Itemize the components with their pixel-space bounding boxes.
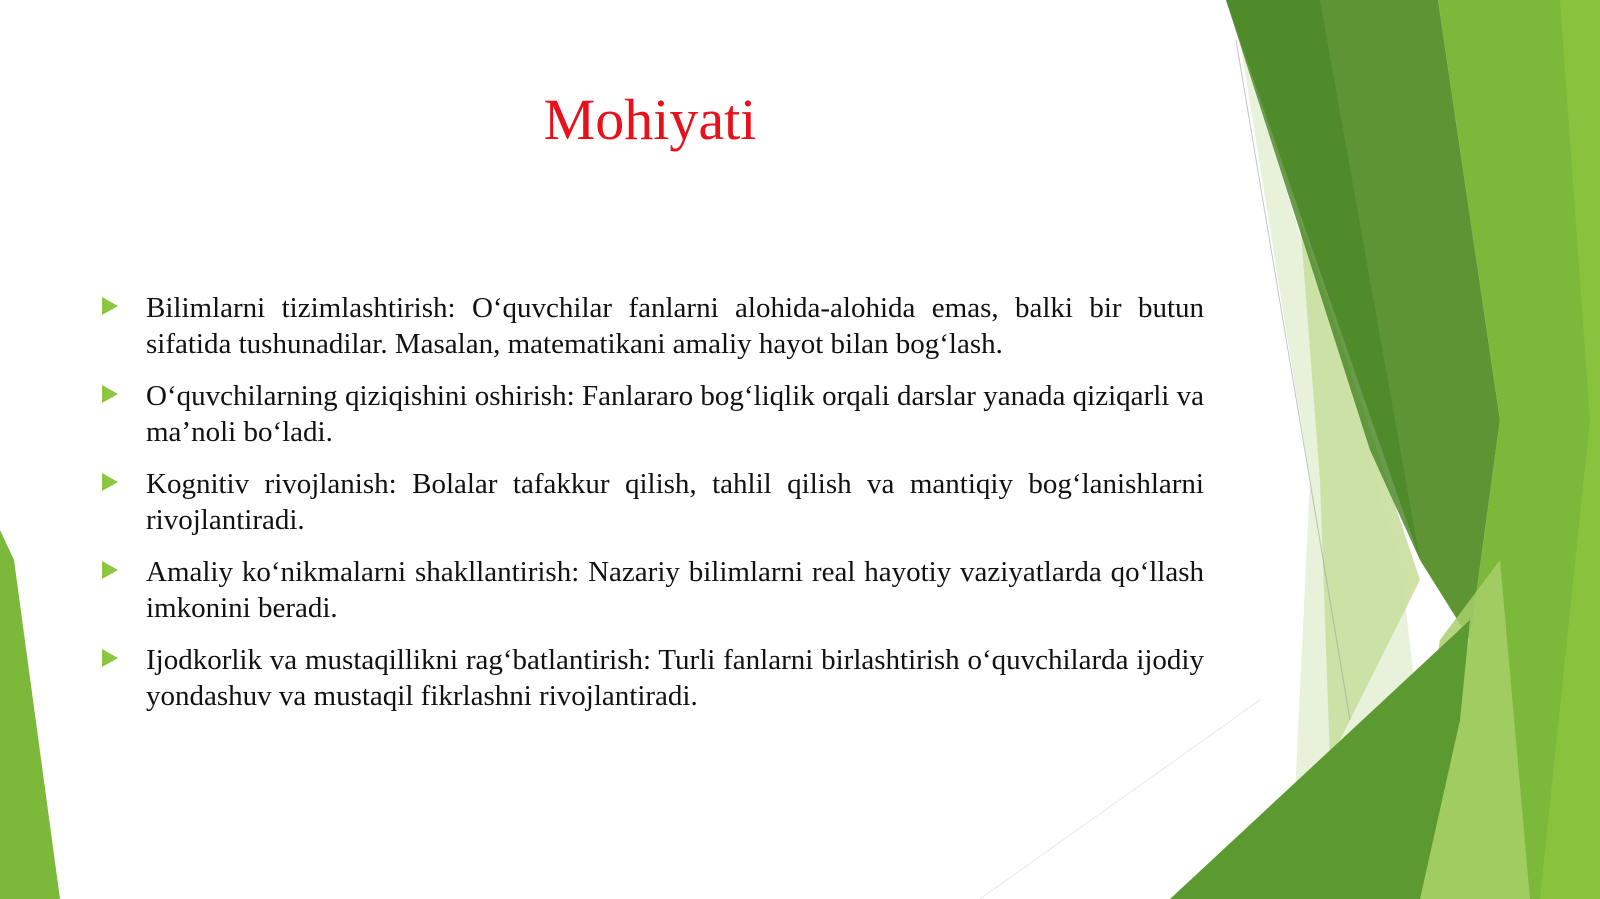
bullet-item [100,642,1204,714]
triangle-bullet-icon [102,473,118,491]
bullet-text: Bilimlarni tizimlashtirish: O‘quvchilar fanlarni alohida-alohida emas, balki bir butun sifatida tushunadilar. Masalan, matematikani amaliy hayot bilan bog‘lash. [146,292,1204,360]
bullet-item [100,290,1204,362]
bullet-item [100,378,1204,450]
bullet-item [100,466,1204,538]
triangle-bullet-icon [102,297,118,315]
triangle-bullet-icon [102,649,118,667]
left-green-shape [0,530,60,899]
bullet-text: O‘quvchilarning qiziqishini oshirish: Fanlararo bog‘liqlik orqali darslar yanada qiziqarli va ma’noli bo‘ladi. [146,380,1204,448]
bullet-text: Ijodkorlik va mustaqillikni rag‘batlantirish: Turli fanlarni birlashtirish o‘quvchilarda ijodiy yondashuv va mustaqil fikrlashni rivojlantiradi. [146,644,1204,712]
bullet-list [100,290,1204,730]
bullet-text: Amaliy ko‘nikmalarni shakllantirish: Nazariy bilimlarni real hayotiy vaziyatlarda qo‘llash imkonini beradi. [146,556,1204,624]
bullet-text: Kognitiv rivojlanish: Bolalar tafakkur qilish, tahlil qilish va mantiqiy bog‘lanishlarni rivojlantiradi. [146,468,1204,536]
triangle-bullet-icon [102,385,118,403]
slide-title: Mohiyati [543,87,757,152]
triangle-bullet-icon [102,561,118,579]
bullet-item [100,554,1204,626]
